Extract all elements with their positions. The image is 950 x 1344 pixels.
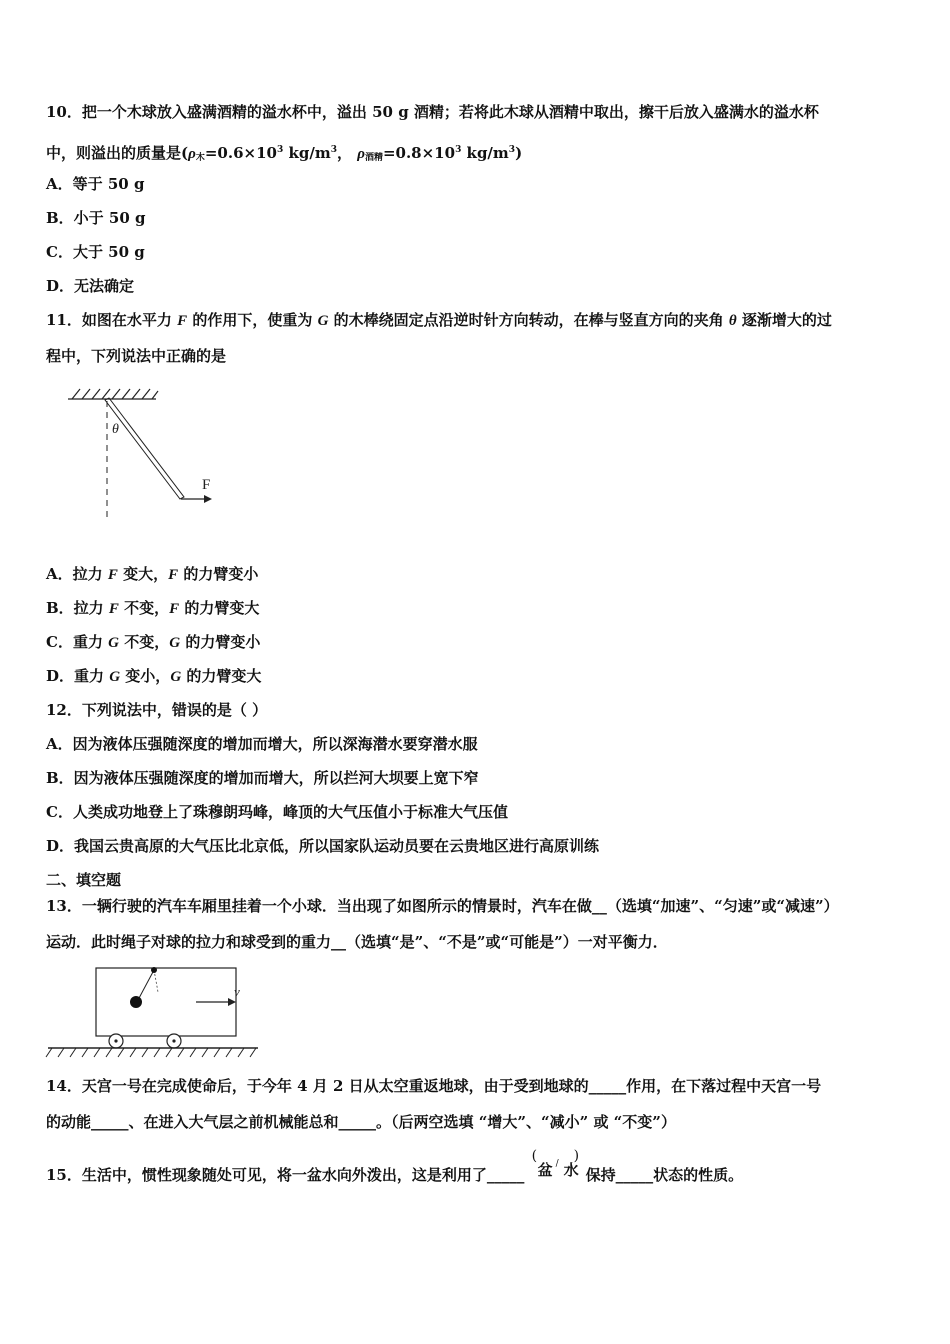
- q11-lever-figure: [60, 385, 230, 530]
- string-pivot: [151, 967, 157, 973]
- q11-option-d: D．重力 G 变小，G 的力臂变大: [46, 667, 262, 685]
- hanging-ball: [130, 996, 142, 1008]
- q13-stem-line2: 运动．此时绳子对球的拉力和球受到的重力__（选填“是”、“不是”或“可能是”）一对平衡力．: [46, 933, 668, 951]
- hanging-string: [138, 970, 154, 1000]
- wheel-left-hub: [114, 1039, 117, 1042]
- q10-option-c: C．大于 50 g: [46, 243, 145, 261]
- q10-option-a: A．等于 50 g: [46, 175, 145, 193]
- velocity-label: v: [234, 984, 240, 999]
- wheel-right-hub: [172, 1039, 175, 1042]
- force-arrowhead: [204, 495, 212, 503]
- force-label: F: [202, 477, 211, 493]
- q10-stem-line2: 中，则溢出的质量是($\rho_木=0.6\times 10^3$ $kg/m^3$， $\rho_{酒精}=0.8\times 10^3$ $kg/m^3$): [46, 144, 523, 163]
- q14-stem-line2: 的动能_____、在进入大气层之前机械能总和_____。（后两空选填 “增大”、“减小” 或 “不变”）: [46, 1113, 676, 1131]
- q12-stem: 12．下列说法中，错误的是（ ）: [46, 701, 268, 719]
- wooden-rod: [105, 398, 184, 499]
- q14-stem-line1: 14．天宫一号在完成使命后，于今年 4 月 2 日从太空重返地球，由于受到地球的_____作用，在下落过程中天宫一号: [46, 1077, 822, 1095]
- ceiling-hatch: [68, 389, 158, 399]
- q10-option-b: B．小于 50 g: [46, 209, 146, 227]
- hanging-string-reference: [154, 970, 158, 992]
- q12-option-b: B．因为液体压强随深度的增加而增大，所以拦河大坝要上宽下窄: [46, 769, 479, 787]
- q10-option-d: D．无法确定: [46, 277, 135, 295]
- q11-option-c: C．重力 G 不变，G 的力臂变小: [46, 633, 261, 651]
- q13-car-figure: [44, 962, 264, 1062]
- section-heading-fill-blank: 二、填空题: [46, 871, 122, 889]
- q15-stem: 15．生活中，惯性现象随处可见，将一盆水向外泼出，这是利用了_____ ( 盆 / 水 ) 保持_____状态的性质。: [46, 1148, 744, 1184]
- q11-stem-line2: 程中，下列说法中正确的是: [46, 347, 227, 365]
- ground-hatch: [46, 1048, 256, 1057]
- q12-option-c: C．人类成功地登上了珠穆朗玛峰，峰顶的大气压值小于标准大气压值: [46, 803, 508, 821]
- q11-stem-line1: 11．如图在水平力 F 的作用下，使重为 G 的木棒绕固定点沿逆时针方向转动，在棒与竖直方向的夹角 θ 逐渐增大的过: [46, 311, 832, 329]
- velocity-arrowhead: [228, 998, 236, 1006]
- q15-choice-box: ( 盆 / 水 ): [531, 1148, 580, 1179]
- q10-stem-line1: 10．把一个木球放入盛满酒精的溢水杯中，溢出 50 g 酒精；若将此木球从酒精中取出，擦干后放入盛满水的溢水杯: [46, 103, 819, 121]
- q13-stem-line1: 13．一辆行驶的汽车车厢里挂着一个小球．当出现了如图所示的情景时，汽车在做__（选填“加速”、“匀速”或“减速”）: [46, 897, 839, 915]
- theta-label: θ: [112, 422, 119, 437]
- q12-option-d: D．我国云贵高原的大气压比北京低，所以国家队运动员要在云贵地区进行高原训练: [46, 837, 600, 855]
- q11-option-b: B．拉力 F 不变，F 的力臂变大: [46, 599, 260, 617]
- q12-option-a: A．因为液体压强随深度的增加而增大，所以深海潜水要穿潜水服: [46, 735, 478, 753]
- q11-option-a: A．拉力 F 变大，F 的力臂变小: [46, 565, 259, 583]
